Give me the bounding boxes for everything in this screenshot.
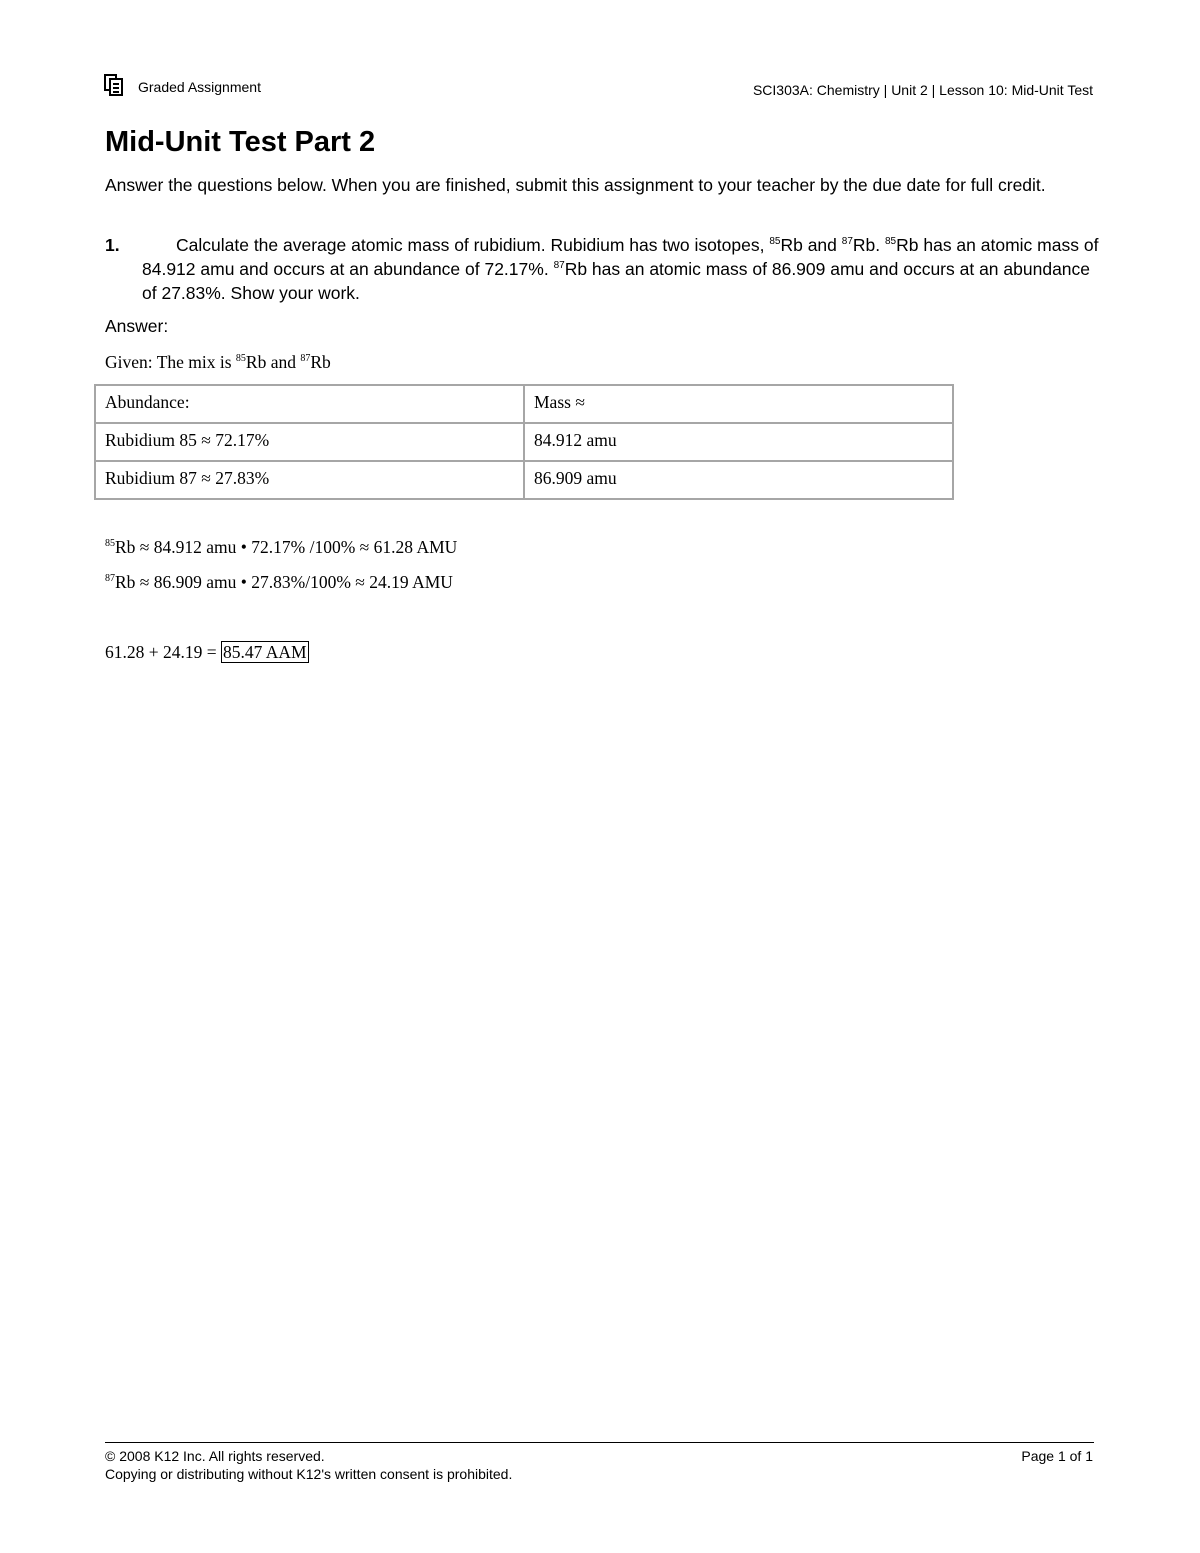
question-text: Calculate the average atomic mass of rubidium. Rubidium has two isotopes, $^{85}$Rb and $^{87}$Rb. $^{85}$Rb has an atomic mass of 84.912 amu and occurs at an abundance of 72.17%. $^{87}$Rb has an atomic mass of 86.909 amu and occurs at an abundance of 27.83%. Show your work. [142, 235, 1099, 303]
table-row [95, 423, 953, 461]
answer-label: Answer: [105, 316, 169, 336]
header-label-group [104, 74, 261, 96]
footer-divider [105, 1442, 1094, 1443]
table-cell: Mass ≈ [524, 385, 953, 423]
assignment-type-label: Graded Assignment [138, 79, 261, 95]
course-breadcrumb: SCI303A: Chemistry | Unit 2 | Lesson 10: Mid-Unit Test [752, 82, 1093, 98]
footer-legal [105, 1447, 512, 1483]
table-cell: 84.912 amu [524, 423, 953, 461]
isotope-data-table [94, 384, 954, 500]
table-cell: Abundance: [95, 385, 524, 423]
final-answer-line: 61.28 + 24.19 = 85.47 AAM [105, 642, 307, 662]
document-stack-icon [104, 74, 124, 96]
instructions-text: Answer the questions below. When you are finished, submit this assignment to your teacher by the due date for full credit. [105, 175, 1046, 195]
calculation-line-rb87: $^{87}$Rb ≈ 86.909 amu • 27.83%/100% ≈ 24.19 AMU [105, 572, 453, 592]
calculation-line-rb85: $^{85}$Rb ≈ 84.912 amu • 72.17% /100% ≈ 61.28 AMU [105, 537, 458, 557]
table-cell: Rubidium 87 ≈ 27.83% [95, 461, 524, 499]
page-number: Page 1 of 1 [1021, 1448, 1093, 1464]
table-cell: Rubidium 85 ≈ 72.17% [95, 423, 524, 461]
copyright-text: © 2008 K12 Inc. All rights reserved. [105, 1448, 325, 1464]
table-row [95, 461, 953, 499]
given-statement: Given: The mix is $^{85}$Rb and $^{87}$Rb [105, 352, 331, 372]
boxed-result: 85.47 AAM [223, 642, 307, 662]
copy-notice-text: Copying or distributing without K12's written consent is prohibited. [105, 1466, 513, 1482]
question-number: 1. [105, 235, 120, 255]
page-title: Mid-Unit Test Part 2 [105, 126, 376, 158]
table-cell: 86.909 amu [524, 461, 953, 499]
table-row [95, 385, 953, 423]
